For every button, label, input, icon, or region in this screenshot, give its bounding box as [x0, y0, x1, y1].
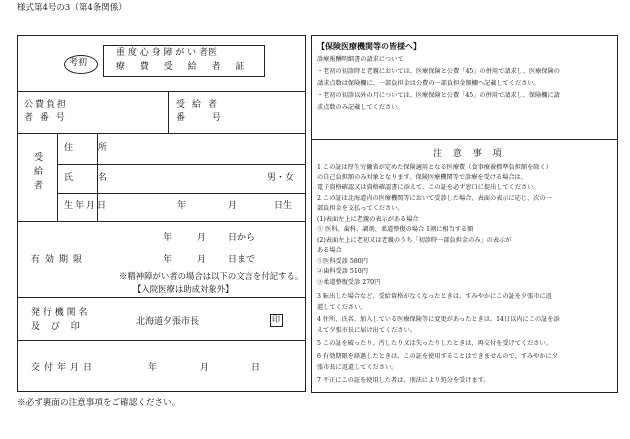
note-line: 3 転出した場合など、受給資格がなくなったときは、すみやかにこの証を夕張市に返: [317, 293, 552, 300]
payer-label-2: 者 番 号: [24, 113, 67, 123]
note-psych: ※精神障がい者の場合は以下の文言を付記する。: [119, 271, 304, 281]
title-line-2: 療 費 受 給 者 証: [116, 62, 251, 72]
line-name-bottom: [57, 193, 306, 194]
note-line: 7 不正にこの証を使用した者は、刑法により処分を受けます。: [317, 377, 490, 384]
note-line: えて夕張市長に届け出てください。: [317, 327, 416, 334]
validity-label: 有効期限: [31, 255, 88, 265]
note-line: 5 この証を破ったり、汚したり又は失ったりしたときは、再交付を受けてください。: [317, 340, 552, 347]
issue-date-label: 交付年月日: [31, 363, 97, 373]
institution-heading: 【保険医療機関等の皆様へ】: [317, 41, 421, 51]
left-panel-frame: [17, 35, 306, 392]
valid-from-day: 日から: [228, 233, 256, 243]
valid-to-day: 日まで: [228, 255, 256, 265]
note-line: 6 有効期限を経過したときは、この証を使用することはできませんので、すみやかに夕: [317, 353, 558, 360]
valid-from-month: 月: [197, 233, 207, 243]
note-line: ①医科受診 580円: [317, 258, 368, 265]
birth-year: 年: [177, 201, 187, 211]
name-label: 氏 名: [64, 173, 118, 183]
address-label: 住 所: [64, 143, 118, 153]
right-panel-divider: [311, 139, 618, 140]
valid-from-year: 年: [163, 233, 173, 243]
institution-line: ・老初の初診時と老親においては、医療保険と公費「45」の併用で請求し、医療保険の: [317, 68, 560, 75]
note-line: 4 住所、氏名、加入している医療保険等に変更があったときは、14日以内にこの証を添: [317, 316, 560, 323]
note-line: ③柔道整復受診 270円: [317, 279, 381, 286]
note-inpatient: 【入院医療は助成対象外】: [133, 284, 234, 294]
line-issuer-bottom: [17, 340, 306, 341]
valid-to-month: 月: [197, 255, 207, 265]
note-line: (2)表面左上に老初又は老親のうち「初診時一部負担金のみ」の表示が: [317, 237, 512, 244]
form-number: 様式第4号の3（第4条関係）: [17, 3, 127, 13]
issuer-label-1: 発 行 機 関 名: [31, 308, 88, 318]
issue-month: 月: [200, 363, 210, 373]
notes-heading: 注 意 事 項: [433, 149, 506, 159]
line-payer-bottom: [17, 133, 306, 134]
note-line: 1 この証は厚生労働省が定めた保険適用となる医療費（食事療養標準負担額を除く）: [317, 164, 552, 171]
note-line: ある場合: [317, 247, 342, 254]
issue-day: 日: [251, 363, 261, 373]
title-line-1: 重 度 心 身 障 が い 者医: [116, 48, 218, 58]
birth-day: 日生: [274, 201, 293, 211]
issuer-label-2: 及 び 印: [31, 322, 84, 332]
birth-label: 生年月日: [64, 201, 109, 211]
note-line: 部負担金を支払ってください。: [317, 205, 404, 212]
stamp-label: 考初: [69, 58, 88, 68]
recipient-group-label: 受給者: [32, 152, 42, 194]
issue-year: 年: [148, 363, 158, 373]
institution-line: 求点数のみ記載してください。: [317, 104, 404, 111]
institution-line: 診療報酬明細書の請求について: [317, 56, 404, 63]
line-validity-bottom: [17, 297, 306, 298]
note-line: 2 この証は北海道内の医療機関等において受診した場合、表面の表示に応じ、次の一: [317, 195, 552, 202]
birth-month: 月: [228, 201, 238, 211]
valid-to-year: 年: [163, 255, 173, 265]
institution-line: 請求点数は保険欄に、一部負担金は公費の一部負担金額欄へ記載してください。: [317, 80, 540, 87]
line-payer-top: [17, 91, 306, 92]
recipient-label-1: 受給者: [176, 100, 225, 110]
note-line: 張市長に返還してください。: [317, 364, 398, 371]
institution-line: ・老初の初診以外の月については、医療保険と公費「45」の併用で請求し、保険欄に請: [317, 92, 560, 99]
payer-label-1: 公費負担: [24, 100, 69, 110]
note-line: ②歯科受診 510円: [317, 268, 368, 275]
footer-note: ※必ず裏面の注意事項をご確認ください。: [17, 398, 181, 408]
line-birth-bottom: [17, 221, 306, 222]
line-payer-divider: [168, 91, 169, 133]
note-line: 電子資格確認又は資格確認書に添えて、この証を必ず窓口に提出してください。: [317, 184, 540, 191]
note-line: 還してください。: [317, 304, 367, 311]
issuer-seal-char: 印: [272, 315, 280, 324]
note-line: の自己負担額のみ対象となります。保険医療機関等で診療を受ける場合は、: [317, 174, 527, 181]
line-recipient-group-divider: [57, 133, 58, 221]
line-address-bottom: [57, 164, 306, 165]
sex-label: 男・女: [267, 173, 295, 183]
recipient-label-2: 番 号: [176, 113, 233, 123]
note-line: (1)表面左上に老親の表示がある場合: [317, 216, 419, 223]
issuer-name: 北海道夕張市長: [136, 317, 200, 327]
note-line: ① 医科、歯科、調剤、柔道整復の場合 1割に相当する額: [317, 226, 474, 233]
